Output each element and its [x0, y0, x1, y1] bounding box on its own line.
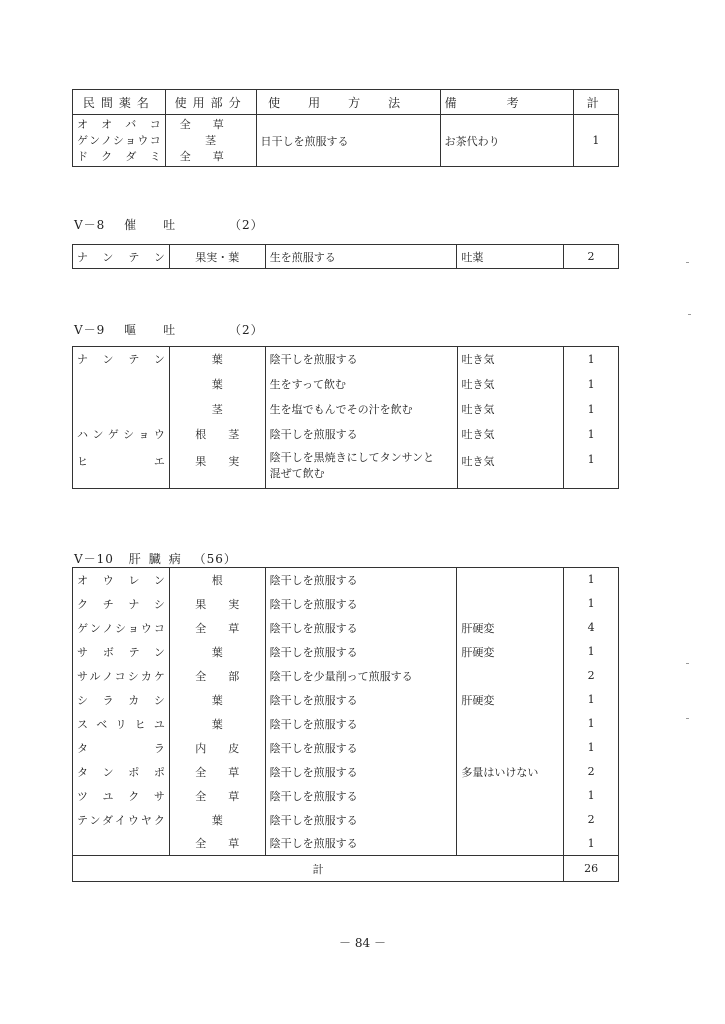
header-part: 使用部分: [165, 90, 256, 115]
count: 2: [587, 813, 595, 826]
table-row: [73, 372, 619, 397]
method: 日干しを煎服する: [256, 115, 440, 167]
table-v9: [72, 346, 619, 489]
plant-name: ヒ エ: [73, 447, 170, 489]
table-row: [73, 245, 619, 269]
note: 肝硬変: [457, 640, 564, 664]
scan-mark: [686, 663, 689, 664]
count: 1: [592, 134, 600, 147]
table-v10: [72, 567, 619, 882]
plant-name: ハンゲショウ: [73, 422, 170, 447]
table-row: [73, 736, 619, 760]
count: 1: [587, 452, 595, 466]
plant-name: ゲンノショウコ: [73, 616, 170, 640]
table-row: [73, 397, 619, 422]
plant-name: スベリヒユ: [73, 712, 170, 736]
plant-name: タ ラ: [73, 736, 170, 760]
method: 陰干しを煎服する: [265, 760, 457, 784]
count: 1: [587, 597, 595, 610]
count: 1: [587, 741, 595, 754]
table-row: [73, 447, 619, 489]
part: 果実・葉: [169, 245, 265, 269]
note: [457, 808, 564, 832]
part: 内 皮: [169, 736, 265, 760]
table-row: [73, 616, 619, 640]
note: 肝硬変: [457, 688, 564, 712]
plant-name: サボテン: [73, 640, 170, 664]
table-row: [73, 808, 619, 832]
table-row: [73, 640, 619, 664]
plant-name: ツユクサ: [73, 784, 170, 808]
note: 吐薬: [457, 245, 564, 269]
note: 吐き気: [457, 447, 564, 489]
count: 1: [587, 693, 595, 706]
part: 全 草: [179, 117, 224, 131]
method: 陰干しを煎服する: [265, 422, 457, 447]
note: [457, 568, 564, 592]
section-title-v9: [74, 321, 264, 338]
part: 全 草: [169, 832, 265, 856]
method: 陰干しを煎服する: [265, 616, 457, 640]
note: [457, 736, 564, 760]
count: 1: [587, 789, 595, 802]
total-count: 26: [584, 862, 599, 875]
section-name: 肝臓病: [128, 552, 189, 566]
note: 吐き気: [457, 422, 564, 447]
part: 根: [169, 568, 265, 592]
method: 生を塩でもんでその汁を飲む: [265, 397, 457, 422]
count: 1: [587, 352, 595, 366]
plant-name: ゲンノショウコ: [77, 133, 161, 147]
scan-mark: [686, 262, 689, 263]
plant-name: サルノコシカケ: [73, 664, 170, 688]
header-method: 使用方法: [256, 90, 440, 115]
parts-used: [165, 115, 256, 167]
scan-mark: [688, 314, 691, 315]
note: [457, 784, 564, 808]
note: [457, 832, 564, 856]
section-number: V－8: [74, 218, 106, 232]
section-title-v10: [74, 550, 237, 567]
note: [457, 712, 564, 736]
total-row: [73, 856, 619, 882]
plant-name: [73, 832, 170, 856]
part: 根 茎: [169, 422, 265, 447]
section-name: 催 吐: [124, 218, 177, 232]
method: 陰干しを煎服する: [265, 347, 457, 372]
method: 陰干しを煎服する: [265, 568, 457, 592]
table-row: [73, 712, 619, 736]
table-header: [73, 90, 619, 115]
part: 果 実: [169, 592, 265, 616]
table-row: [73, 688, 619, 712]
method: 陰干しを少量削って煎服する: [265, 664, 457, 688]
plant-name: オオバコ: [77, 117, 161, 131]
table-row: [73, 115, 619, 167]
part: 全 部: [169, 664, 265, 688]
note: 多量はいけない: [457, 760, 564, 784]
plant-name: ナンテン: [73, 347, 170, 372]
note: 吐き気: [457, 347, 564, 372]
count: 2: [587, 250, 595, 263]
plant-names: [73, 115, 166, 167]
count: 1: [587, 573, 595, 587]
plant-name: [73, 397, 170, 422]
part: 葉: [169, 640, 265, 664]
method: 陰干しを煎服する: [265, 736, 457, 760]
plant-name: ナンテン: [73, 245, 170, 269]
section-count: （56）: [193, 552, 237, 566]
count: 1: [587, 717, 595, 730]
part: 茎: [169, 397, 265, 422]
section-count: （2）: [228, 218, 264, 232]
note: [457, 664, 564, 688]
scan-mark: [686, 718, 689, 719]
plant-name: [73, 372, 170, 397]
method: 生を煎服する: [265, 245, 457, 269]
header-name: 民間薬名: [73, 90, 166, 115]
table-row: [73, 592, 619, 616]
count: 1: [587, 427, 595, 441]
plant-name: テンダイウヤク: [73, 808, 170, 832]
plant-name: ドクダミ: [77, 149, 161, 163]
part: 葉: [169, 808, 265, 832]
count: 2: [587, 765, 595, 778]
part: 葉: [169, 372, 265, 397]
section-number: V－10: [74, 552, 114, 566]
plant-name: オウレン: [73, 568, 170, 592]
table-row: [73, 832, 619, 856]
table-row: [73, 347, 619, 372]
method: 陰干しを煎服する: [265, 640, 457, 664]
table-row: [73, 568, 619, 592]
count: 1: [587, 402, 595, 416]
part: 全 草: [169, 760, 265, 784]
method: 生をすって飲む: [265, 372, 457, 397]
method: 陰干しを煎服する: [265, 784, 457, 808]
count: 2: [587, 669, 595, 682]
method: 陰干しを煎服する: [265, 808, 457, 832]
method: 陰干しを煎服する: [265, 712, 457, 736]
method: 陰干しを煎服する: [265, 688, 457, 712]
plant-name: タンポポ: [73, 760, 170, 784]
table-row: [73, 760, 619, 784]
method: 陰干しを煎服する: [265, 832, 457, 856]
table-v8: [72, 244, 619, 269]
table-row: [73, 784, 619, 808]
section-count: （2）: [228, 323, 264, 337]
header-note: 備考: [440, 90, 573, 115]
part: 全 草: [169, 616, 265, 640]
part: 葉: [169, 688, 265, 712]
table-medicinal-tea: [72, 89, 619, 167]
part: 全 草: [179, 149, 224, 163]
method: [265, 447, 457, 489]
count: 1: [587, 377, 595, 391]
note: 吐き気: [457, 372, 564, 397]
part: 全 草: [169, 784, 265, 808]
table-row: [73, 422, 619, 447]
count: 1: [587, 836, 595, 850]
total-label: 計: [73, 856, 564, 882]
plant-name: シラカシ: [73, 688, 170, 712]
part: 茎: [205, 133, 217, 147]
section-name: 嘔 吐: [124, 323, 177, 337]
count: 4: [587, 621, 595, 634]
part: 葉: [169, 712, 265, 736]
plant-name: クチナシ: [73, 592, 170, 616]
method: 陰干しを煎服する: [265, 592, 457, 616]
method-line: 混ぜて飲む: [269, 466, 325, 480]
table-row: [73, 664, 619, 688]
note: [457, 592, 564, 616]
method-line: 陰干しを黒焼きにしてタンサンと: [269, 450, 435, 464]
part: 果 実: [169, 447, 265, 489]
note: 吐き気: [457, 397, 564, 422]
section-number: V－9: [74, 323, 106, 337]
section-title-v8: [74, 216, 264, 233]
part: 葉: [169, 347, 265, 372]
note: お茶代わり: [440, 115, 573, 167]
header-count: 計: [573, 90, 618, 115]
note: 肝硬変: [457, 616, 564, 640]
count: 1: [587, 645, 595, 658]
page-number: － 84 －: [339, 936, 386, 950]
